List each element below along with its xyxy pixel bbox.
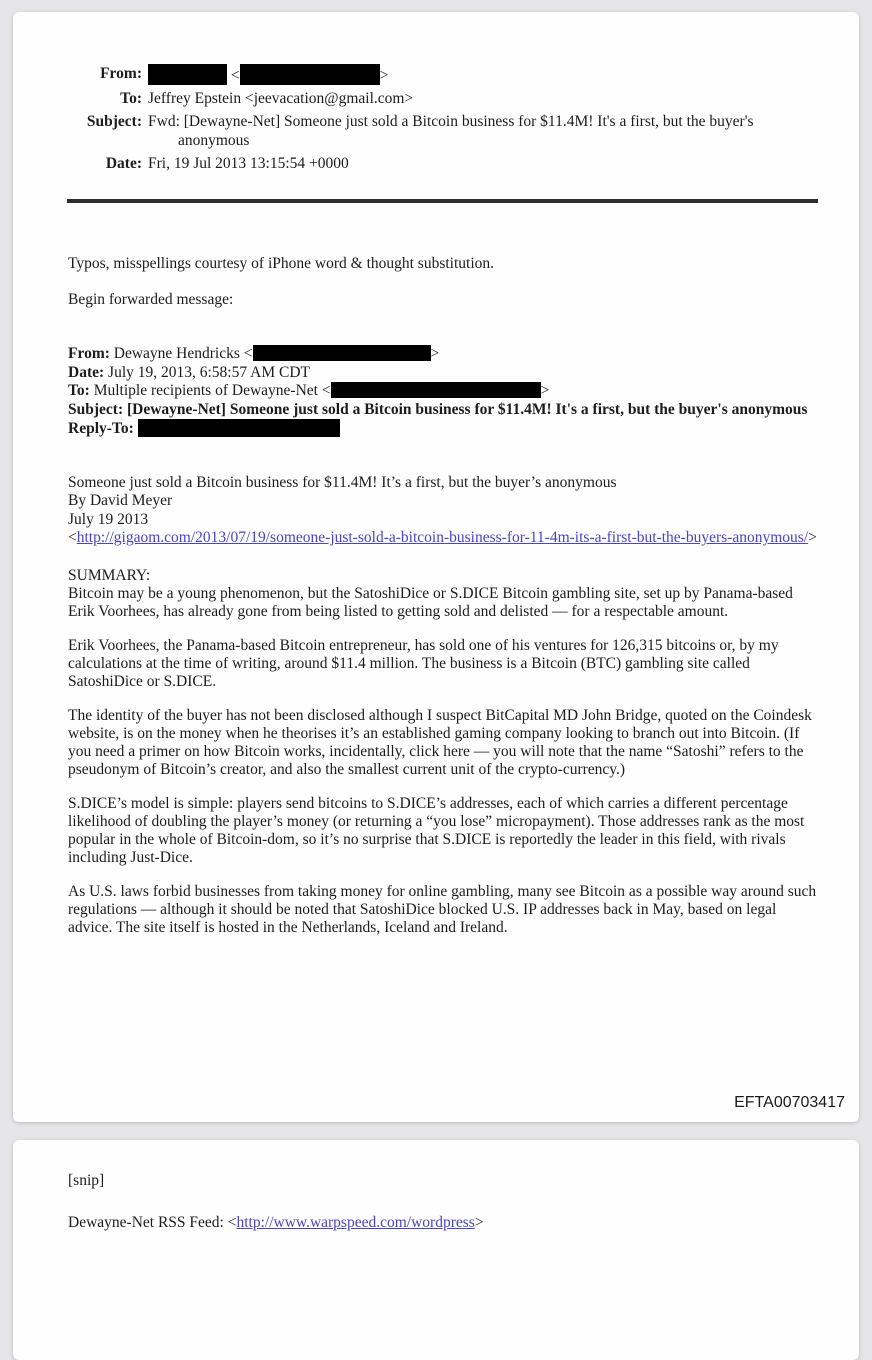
header-from-row (68, 64, 819, 85)
fwd-date-row (68, 364, 819, 383)
to-label: To: (120, 90, 142, 107)
angle-close: > (379, 67, 389, 84)
redaction-box (240, 64, 380, 85)
signature-note: Typos, misspellings courtesy of iPhone word & thought substitution. (68, 255, 495, 272)
warpspeed-rss-link[interactable]: http://www.warpspeed.com/wordpress (236, 1214, 475, 1231)
subject-value: Fwd: [Dewayne-Net] Someone just sold a Bitcoin business for $11.4M! It's a first, but the buyer's anonymous (148, 113, 754, 149)
angle-open: < (243, 345, 253, 362)
subject-label: Subject: (86, 113, 142, 130)
rss-feed-label: Dewayne-Net RSS Feed: (68, 1214, 224, 1231)
article-header (68, 474, 819, 548)
fwd-replyto-row (68, 419, 819, 439)
body-paragraph: Erik Voorhees, the Panama-based Bitcoin entrepreneur, has sold one of his ventures for 126,315 bitcoins or, by my calculations at the time of writing, around $11.4 million. The business is a Bitcoin (BTC) gambling site called SatoshiDice or S.DICE. (68, 636, 779, 690)
header-subject-row (68, 112, 819, 150)
fwd-subject-label: Subject: (68, 400, 124, 418)
angle-close: > (540, 382, 550, 399)
summary-label: SUMMARY: (68, 566, 151, 584)
angle-open: < (227, 1214, 237, 1231)
header-date-row (68, 154, 819, 173)
to-value: Jeffrey Epstein <jeevacation@gmail.com> (148, 90, 414, 107)
bates-number: EFTA00703417 (734, 1094, 845, 1111)
redaction-box (138, 419, 340, 437)
forwarded-email-header (68, 345, 819, 439)
body-paragraph: As U.S. laws forbid businesses from taking money for online gambling, many see Bitcoin as a possible way around such regulations — although it should be noted that SatoshiDice blocked U.S. IP addresses back in May, based on legal advice. The site itself is hosted in the Netherlands, Iceland and Ireland. (68, 882, 817, 936)
angle-close: > (430, 345, 440, 362)
email-document-page-1 (13, 12, 859, 1122)
header-to-row (68, 89, 819, 108)
email-document-page-2 (13, 1140, 859, 1360)
email-header (68, 64, 819, 173)
redaction-box (148, 64, 227, 85)
fwd-replyto-label: Reply-To: (68, 420, 134, 437)
body-paragraph: The identity of the buyer has not been disclosed although I suspect BitCapital MD John Bridge, quoted on the Coindesk website, is on the money when he theorises it’s an established gaming company looking to branch out into Bitcoin. (If you need a primer on how Bitcoin works, incidentally, click here — you will note that the name “Satoshi” refers to the pseudonym of Bitcoin’s creator, and also the smallest current unit of the crypto-currency.) (68, 706, 812, 778)
article-title: Someone just sold a Bitcoin business for $11.4M! It’s a first, but the buyer’s anonymous (68, 473, 617, 491)
fwd-date-label: Date: (68, 363, 105, 381)
fwd-from-label: From: (68, 345, 110, 362)
angle-close: > (474, 1214, 484, 1231)
angle-open: < (230, 67, 240, 84)
fwd-to-label: To: (68, 382, 90, 399)
gigaom-article-link[interactable]: http://gigaom.com/2013/07/19/someone-just-sold-a-bitcoin-business-for-11-4m-its-a-first-but-the-buyers-anonymous/ (76, 529, 809, 546)
fwd-subject-row (68, 401, 819, 420)
summary-block (68, 567, 819, 621)
angle-open: < (321, 382, 331, 399)
rss-feed-line (68, 1214, 819, 1232)
date-label: Date: (105, 155, 142, 172)
article-date: July 19 2013 (68, 510, 149, 528)
fwd-from-row (68, 345, 819, 364)
fwd-to-row (68, 382, 819, 401)
fwd-from-value: Dewayne Hendricks (113, 345, 240, 362)
body-paragraph: Bitcoin may be a young phenomenon, but the SatoshiDice or S.DICE Bitcoin gambling site, set up by Panama-based Erik Voorhees, has already gone from being listed to getting sold and delisted — for a respectable amount. (68, 584, 793, 620)
fwd-to-value: Multiple recipients of Dewayne-Net (93, 382, 318, 399)
redaction-box (253, 345, 431, 361)
from-label: From: (100, 65, 142, 82)
article-byline: By David Meyer (68, 492, 173, 509)
divider-rule (67, 199, 818, 203)
fwd-date-value: July 19, 2013, 6:58:57 AM CDT (108, 363, 310, 381)
date-value: Fri, 19 Jul 2013 13:15:54 +0000 (148, 155, 349, 172)
body-paragraph: S.DICE’s model is simple: players send bitcoins to S.DICE’s addresses, each of which carries a different percentage likelihood of doubling the player’s money (or returning a “you lose” micropayment). Those addresses rank as the most popular in the whole of Bitcoin-dom, so it’s no surprise that S.DICE is reportedly the leader in this field, with rivals including Just-Dice. (68, 794, 805, 866)
snip-marker: [snip] (68, 1172, 105, 1189)
angle-open: < (68, 529, 77, 546)
from-value (148, 64, 388, 85)
begin-forwarded-message: Begin forwarded message: (68, 291, 234, 308)
redaction-box (331, 382, 541, 398)
fwd-subject-value: [Dewayne-Net] Someone just sold a Bitcoin business for $11.4M! It's a first, but the buyer's anonymous (126, 400, 808, 418)
article-link-line (68, 529, 819, 548)
angle-close: > (808, 529, 817, 546)
